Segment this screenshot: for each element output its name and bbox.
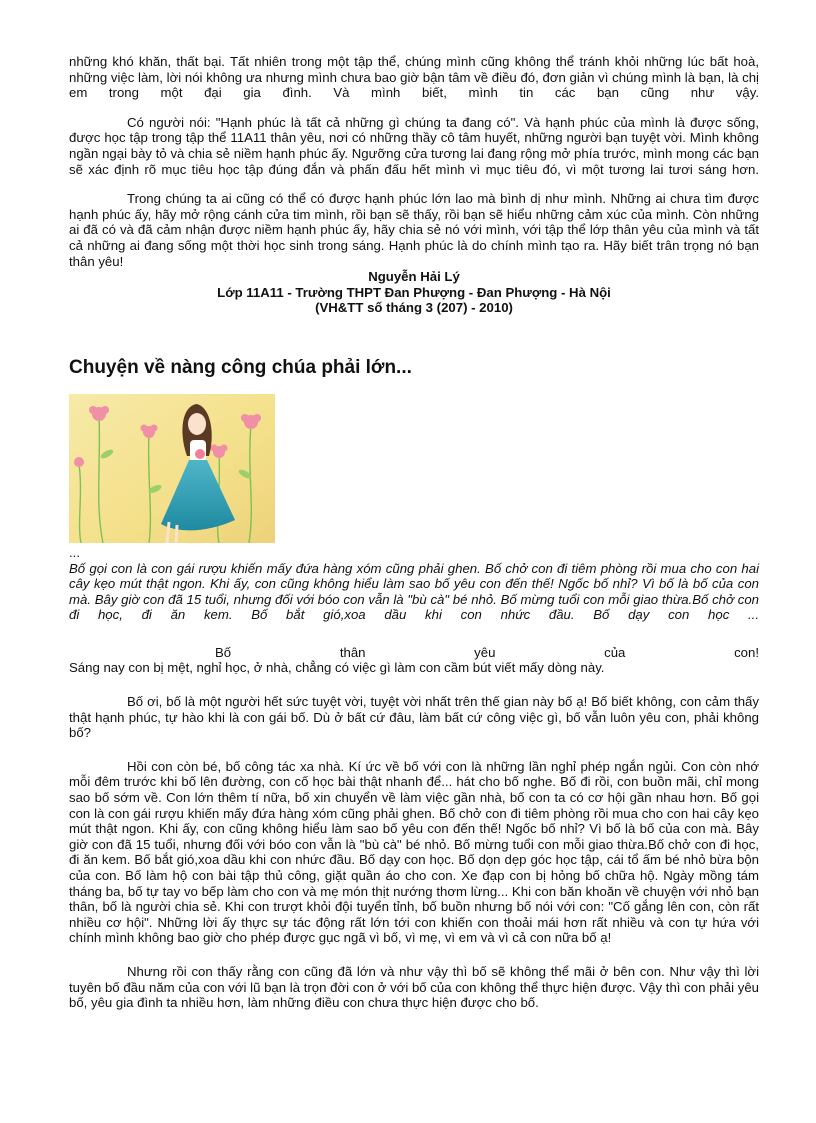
intro-paragraph-2: Có người nói: "Hạnh phúc là tất cả những gì chúng ta đang có". Và hạnh phúc của mình là được sống, được học tập trong tập thể 11A11 thân yêu, nơi có những thầy cô tâm huyết, những người bạn tuyệt vời. Mình không ngần ngại bày tỏ và chia sẻ niềm hạnh phúc ấy. Ngưỡng cửa tương lai đang rộng mở phía trước, mình mong các bạn sẽ xác định rõ mục tiêu học tập đúng đắn và phấn đấu hết mình vì mục tiêu đó, vì một tương lai tươi sáng hơn.: [69, 114, 759, 177]
summary-ellipsis: ...: [69, 544, 80, 560]
letter-greeting: Bố thân yêu của con!: [215, 644, 759, 660]
letter-paragraph-2: Hồi con còn bé, bố công tác xa nhà. Kí ức về bố với con là những lần nghỉ phép ngắn ngủi. Con còn nhớ mỗi đêm trước khi bố lên đường, con cố học bài thật nhanh để... hát cho bố nghe. Bố đi rồi, con buồn mãi, chỉ mong sao bố sớm về. Con lớn thêm tí nữa, bố xin chuyển về làm việc gần nhà, bố con ta có cơ hội gần nhau hơn. Bố gọi con là con gái rượu khiến mấy đứa hàng xóm cũng phải ghen. Bố chở con đi tiêm phòng rồi mua cho con hai cây kẹo mút thật ngon. Khi ấy, con cũng không hiểu làm sao bố yêu con đến thế! Ngốc bố nhỉ? Vì bố là bố của con mà. Bây giờ con đã 15 tuổi, nhưng đối với bóo con vẫn là "bù cà" bé nhỏ. Bố mừng tuổi con mỗi giao thừa.Bố chở con đi học, đi ăn kem. Bố bắt gió,xoa dầu khi con nhức đầu. Bố dạy con học. Bố dọn dẹp góc học tập, cái tổ ấm bé nhỏ bừa bộn của con. Bố làm hộ con bài tập thủ công, giặt quần áo cho con. Xe đạp con bị hỏng bố chữa hộ. Ngày mồng tám tháng ba, bố tự tay vo bếp làm cho con và mẹ món thịt nướng thơm lừng... Khi con băn khoăn về chuyện với nhỏ bạn thân, bố là người chia sẻ. Khi con trượt khỏi đội tuyển tỉnh, bố buồn nhưng bố nói với con: "Cố gắng lên con, còn rất nhiều cơ hội". Những lời ấy thực sự tác động rất lớn tới con khiến con thoải mái hơn rất nhiều và con tự hứa với chính mình không bao giờ cho phép được gục ngã vì bố, vì mẹ, vì em và vì cả con nữa bố ạ!: [69, 758, 759, 946]
article-title: Chuyện về nàng công chúa phải lớn...: [69, 356, 412, 378]
letter-paragraph-1: Bố ơi, bố là một người hết sức tuyệt vời, tuyệt vời nhất trên thế gian này bố ạ! Bố biết không, con cảm thấy thật hạnh phúc, tự hào khi là con gái bố. Dù ở bất cứ đâu, làm bất cứ công việc gì, bố vẫn luôn yêu con, phải không bố?: [69, 694, 759, 741]
intro-paragraph-3: Trong chúng ta ai cũng có thể có được hạnh phúc lớn lao mà bình dị như mình. Những ai chưa tìm được hạnh phúc ấy, hãy mở rộng cánh cửa tim mình, rồi bạn sẽ thấy, rồi bạn sẽ hiểu những cảm xúc của mình. Còn những ai đã có và đã cảm nhận được niềm hạnh phúc ấy, hãy chia sẻ nó với mình, với tập thể lớp thân yêu của mình và tất cả những ai đang sống một thời học sinh trong sáng. Hạnh phúc là do chính mình tạo ra. Hãy biết trân trọng nó bạn thân yêu!: [69, 191, 759, 269]
girl-with-flowers-illustration: [69, 394, 275, 543]
author-school: Lớp 11A11 - Trường THPT Đan Phượng - Đan Phượng - Hà Nội: [217, 284, 611, 300]
letter-opening: Sáng nay con bị mệt, nghỉ học, ở nhà, chẳng có việc gì làm con cầm bút viết mấy dòng này.: [69, 660, 605, 676]
article-summary: Bố gọi con là con gái rượu khiến mấy đứa hàng xóm cũng phải ghen. Bố chở con đi tiêm phòng rồi mua cho con hai cây kẹo mút thật ngon. Khi ấy, con cũng không hiểu làm sao bố yêu con đến thế! Ngốc bố nhỉ? Vì bố là bố của con mà. Bây giờ con đã 15 tuổi, nhưng đối với bóo con vẫn là "bù cà" bé nhỏ. Bố mừng tuổi con mỗi giao thừa.Bố chở con đi học, đi ăn kem. Bố bắt gió,xoa dầu khi con nhức đầu. Bố dạy con học ...: [69, 560, 759, 623]
document-page: [69, 54, 759, 1011]
publication-source: (VH&TT số tháng 3 (207) - 2010): [315, 300, 513, 316]
intro-paragraph-1: những khó khăn, thất bại. Tất nhiên trong một tập thể, chúng mình cũng không thể tránh khỏi những lúc bất hoà, những việc làm, lời nói không ưa nhưng mình chưa bao giờ bận tâm về điều đó, đơn giản vì chúng mình là bạn, là chị em trong một đại gia đình. Và mình biết, mình tin các bạn cũng như vậy.: [69, 54, 759, 101]
letter-paragraph-3: Nhưng rồi con thấy rằng con cũng đã lớn và như vậy thì bố sẽ không thể mãi ở bên con. Như vậy thì lời tuyên bố đầu năm của con với lũ bạn là trọn đời con ở với bố của con không thể thực hiện được. Vậy thì con phải yêu bố, yêu gia đình ta nhiều hơn, làm những điều con chưa thực hiện được cho bố.: [69, 963, 759, 1011]
author-name: Nguyễn Hải Lý: [368, 269, 460, 285]
